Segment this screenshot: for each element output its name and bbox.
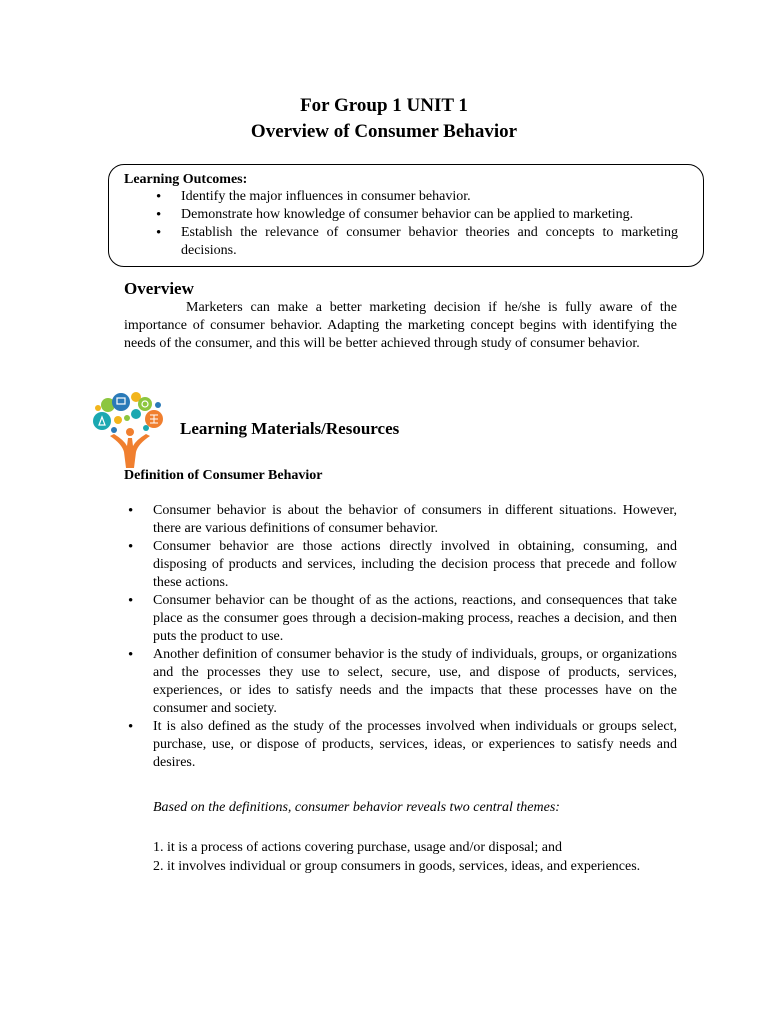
definition-list — [124, 502, 677, 772]
list-item: • It is also defined as the study of the processes involved when individuals or groups select, purchase, use, or dispose of products, services, ideas, or experiences to satisfy needs and desires. — [124, 718, 677, 772]
list-item: • Consumer behavior can be thought of as the actions, reactions, and consequences that take place as the consumer goes through a decision-making process, reaches a decision, and then puts the product to use. — [124, 592, 677, 646]
document-subtitle: Overview of Consumer Behavior — [250, 121, 518, 142]
learning-outcomes-heading: Learning Outcomes: — [124, 172, 248, 187]
themes-intro: Based on the definitions, consumer behavior reveals two central themes: — [153, 800, 560, 815]
document-title: For Group 1 UNIT 1 — [300, 95, 468, 116]
list-item: • Consumer behavior are those actions directly involved in obtaining, consuming, and disposing of products and services, including the decision process that precede and follow these actions. — [124, 538, 677, 592]
definition-heading: Definition of Consumer Behavior — [124, 468, 323, 483]
list-item: 2. it involves individual or group consumers in goods, services, ideas, and experiences. — [153, 859, 641, 874]
learning-materials-heading: Learning Materials/Resources — [180, 419, 400, 438]
list-item: 1. it is a process of actions covering purchase, usage and/or disposal; and — [153, 840, 563, 855]
overview-heading: Overview — [124, 279, 194, 298]
themes-list — [153, 838, 640, 876]
learning-outcomes-list — [154, 188, 678, 260]
list-item: • Consumer behavior is about the behavior of consumers in different situations. However, there are various definitions of consumer behavior. — [124, 502, 677, 538]
knowledge-tree-icon — [88, 388, 170, 468]
list-item: • Demonstrate how knowledge of consumer behavior can be applied to marketing. — [154, 206, 678, 224]
overview-paragraph: Marketers can make a better marketing decision if he/she is fully aware of the importance of consumer behavior. Adapting the marketing concept begins with identifying the needs of the consumer, and this will be better achieved through study of consumer behavior. — [124, 300, 677, 351]
list-item: • Identify the major influences in consumer behavior. — [154, 188, 678, 206]
list-item: • Establish the relevance of consumer behavior theories and concepts to marketing decisions. — [154, 224, 678, 260]
list-item: • Another definition of consumer behavior is the study of individuals, groups, or organizations and the processes they use to select, secure, use, and dispose of products, services, experiences, or ides to satisfy needs and the impacts that these processes have on the consumer and society. — [124, 646, 677, 718]
